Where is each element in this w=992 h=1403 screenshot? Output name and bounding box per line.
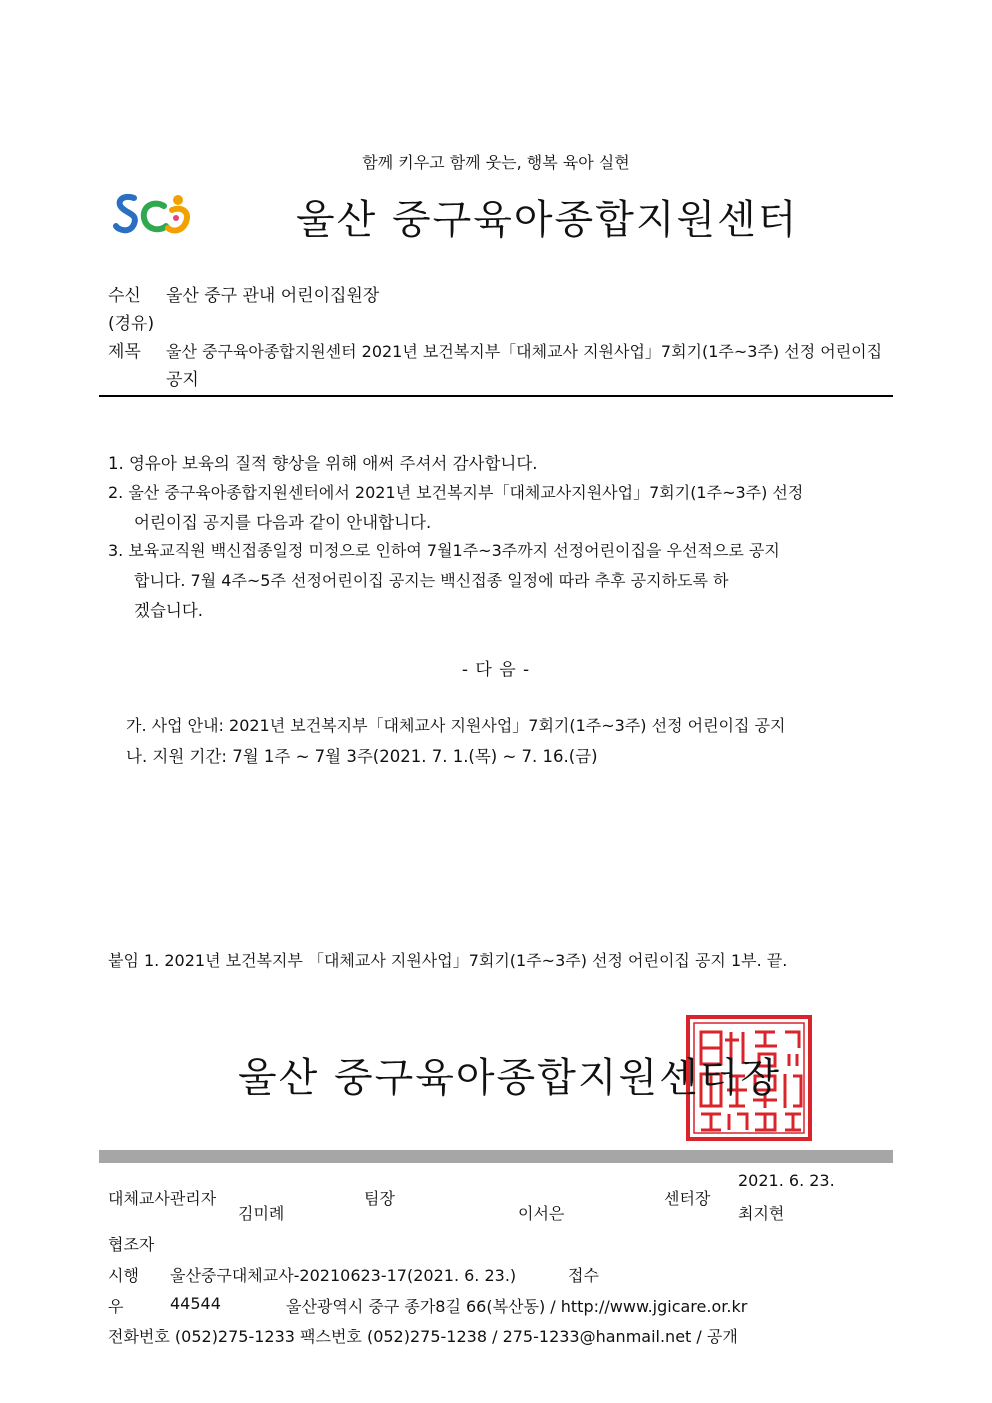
- slogan: 함께 키우고 함께 웃는, 행복 육아 실현: [362, 153, 630, 172]
- address: 울산광역시 중구 종가8길 66(복산동) / http://www.jgicare.or.kr: [286, 1297, 748, 1316]
- approval-role-2: 팀장: [364, 1189, 395, 1208]
- approval-name-1: 김미례: [238, 1204, 285, 1223]
- approval-role-3: 센터장: [664, 1189, 711, 1208]
- paragraph-2-line2: 어린이집 공지를 다음과 같이 안내합니다.: [134, 513, 432, 532]
- recipient-value: 울산 중구 관내 어린이집원장: [166, 286, 380, 306]
- recipient-row: [108, 281, 379, 306]
- following-heading: - 다 음 -: [461, 660, 531, 680]
- organization-name: 울산 중구육아종합지원센터: [296, 197, 799, 243]
- approval-name-3: 최지현: [738, 1204, 785, 1223]
- post-label: 우: [108, 1297, 124, 1316]
- item-ga: 가. 사업 안내: 2021년 보건복지부「대체교사 지원사업」7회기(1주~3주) 선정 어린이집 공지: [126, 716, 786, 735]
- attachment-line: 붙임 1. 2021년 보건복지부 「대체교사 지원사업」7회기(1주~3주) 선정 어린이집 공지 1부. 끝.: [108, 951, 788, 970]
- organization-logo: [112, 188, 192, 240]
- item-na: 나. 지원 기간: 7월 1주 ~ 7월 3주(2021. 7. 1.(목) ~ 7. 16.(금): [126, 747, 598, 766]
- recipient-label: 수신: [108, 286, 141, 306]
- sender-signature: 울산 중구육아종합지원센터장: [238, 1055, 782, 1101]
- subject-row: [108, 337, 882, 362]
- approval-date: 2021. 6. 23.: [738, 1171, 835, 1190]
- paragraph-3-line1: 3. 보육교직원 백신접종일정 미정으로 인하여 7월1주~3주까지 선정어린이집을 우선적으로 공지: [108, 541, 780, 560]
- approval-name-2: 이서은: [518, 1204, 565, 1223]
- footer-divider: [99, 1150, 893, 1163]
- subject-label: 제목: [108, 342, 141, 362]
- enforce-label: 시행: [108, 1266, 139, 1285]
- postcode: 44544: [170, 1294, 221, 1313]
- enforce-value: 울산중구대체교사-20210623-17(2021. 6. 23.): [170, 1266, 517, 1285]
- subject-line2: 공지: [166, 370, 199, 390]
- approval-role-1: 대체교사관리자: [108, 1189, 217, 1208]
- paragraph-1: 1. 영유아 보육의 질적 향상을 위해 애써 주셔서 감사합니다.: [108, 454, 538, 473]
- paragraph-2-line1: 2. 울산 중구육아종합지원센터에서 2021년 보건복지부「대체교사지원사업」7회기(1주~3주) 선정: [108, 483, 804, 502]
- paragraph-3-line2: 합니다. 7월 4주~5주 선정어린이집 공지는 백신접종 일정에 따라 추후 공지하도록 하: [134, 571, 729, 590]
- cooperator-label: 협조자: [108, 1235, 155, 1254]
- contact-line: 전화번호 (052)275-1233 팩스번호 (052)275-1238 / 275-1233@hanmail.net / 공개: [108, 1327, 738, 1346]
- paragraph-3-line3: 겠습니다.: [134, 601, 204, 620]
- header-divider: [99, 395, 893, 397]
- via-label: (경유): [108, 314, 155, 334]
- subject-line1: 울산 중구육아종합지원센터 2021년 보건복지부「대체교사 지원사업」7회기(1주~3주) 선정 어린이집: [166, 342, 883, 361]
- receipt-label: 접수: [568, 1266, 599, 1285]
